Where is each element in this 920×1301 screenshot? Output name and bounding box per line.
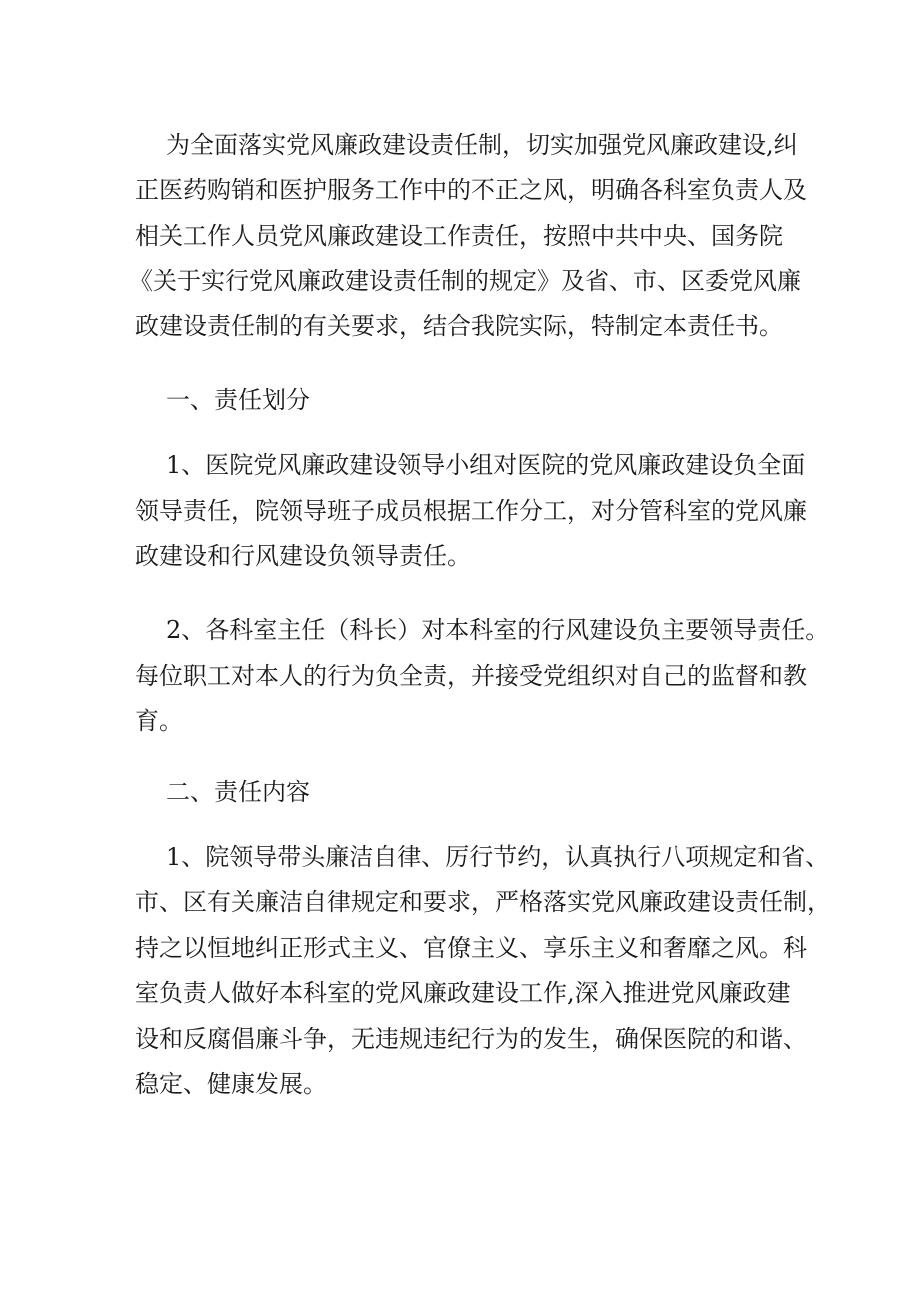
- section1-item2-line-1: 2、各科室主任（科长）对本科室的行风建设负主要领导责任。: [166, 616, 830, 644]
- section2-item1-line-3: 持之以恒地纠正形式主义、官僚主义、享乐主义和奢靡之风。科: [135, 934, 807, 962]
- section2-item1-line-4: 室负责人做好本科室的党风廉政建设工作,深入推进党风廉政建: [135, 979, 791, 1007]
- section2-item1-line-2: 市、区有关廉洁自律规定和要求，严格落实党风廉政建设责任制，: [135, 888, 831, 916]
- section1-item1-line-3: 政建设和行风建设负领导责任。: [135, 542, 471, 570]
- section1-item1-line-1: 1、医院党风廉政建设领导小组对医院的党风廉政建设负全面: [166, 451, 806, 479]
- intro-line-3: 相关工作人员党风廉政建设工作责任，按照中共中央、国务院: [135, 222, 783, 250]
- section2-item1-line-5: 设和反腐倡廉斗争，无违规违纪行为的发生，确保医院的和谐、: [135, 1025, 807, 1053]
- section1-item1-line-2: 领导责任，院领导班子成员根据工作分工，对分管科室的党风廉: [135, 497, 807, 525]
- section-heading-1: 一、责任划分: [166, 386, 310, 414]
- section2-item1-line-1: 1、院领导带头廉洁自律、厉行节约，认真执行八项规定和省、: [166, 843, 830, 871]
- intro-line-5: 政建设责任制的有关要求，结合我院实际，特制定本责任书。: [135, 312, 783, 340]
- intro-line-2: 正医药购销和医护服务工作中的不正之风，明确各科室负责人及: [135, 176, 807, 204]
- section1-item2-line-2: 每位职工对本人的行为负全责，并接受党组织对自己的监督和教: [135, 662, 807, 690]
- intro-line-1: 为全面落实党风廉政建设责任制，切实加强党风廉政建设,纠: [166, 131, 798, 159]
- section1-item2-line-3: 育。: [135, 707, 183, 735]
- section2-item1-line-6: 稳定、健康发展。: [135, 1070, 327, 1098]
- section-heading-2: 二、责任内容: [166, 778, 310, 806]
- intro-line-4: 《关于实行党风廉政建设责任制的规定》及省、市、区委党风廉: [129, 267, 801, 295]
